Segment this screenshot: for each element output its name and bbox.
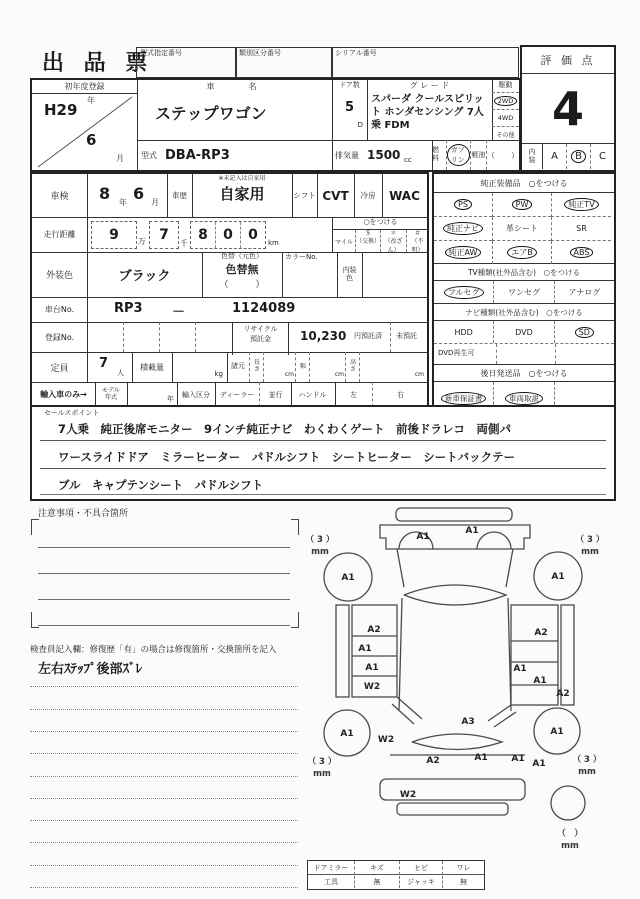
displacement-value: 1500 (367, 148, 401, 162)
field-serial-no (331, 47, 519, 78)
dotted-line (30, 798, 298, 799)
digit-hundreds (190, 221, 266, 249)
dotted-line (30, 820, 298, 821)
digit-h3: 0 (240, 222, 265, 248)
dotted-line (30, 887, 298, 888)
damage-mark: A1 (416, 532, 430, 542)
field-first-registration (32, 80, 138, 170)
month-unit: 月 (116, 154, 124, 163)
color-no (282, 252, 338, 297)
row-chassis (32, 297, 427, 323)
fuel-gasoline: ガソリン (447, 144, 470, 166)
windshield (404, 585, 506, 605)
model-code: DBA-RP3 (165, 148, 230, 163)
unit-man: 万 (138, 237, 146, 246)
flag-tampered: ＊ （改ざん） (380, 230, 406, 252)
navi-sd: SD (575, 327, 594, 338)
flag-exchange: ＄ （交換） (355, 230, 380, 252)
damage-mark: A1 (474, 753, 488, 763)
field-drive (492, 80, 519, 141)
drive-4wd: 4WD (497, 114, 514, 122)
doors-value: 5 (344, 99, 355, 115)
reg-sep (159, 322, 160, 352)
load-value: kg (172, 352, 228, 382)
ext-color-value: ブラック (87, 252, 203, 297)
history-note: ※未記入は自家用 (218, 175, 266, 182)
history-label: 車歴 (167, 174, 193, 217)
sales-line-2: ワースライドドア ミラーヒーター パドルシフト シートヒーター シートバックテー (58, 450, 516, 464)
damage-mark: W2 (377, 735, 395, 745)
field-fuel (432, 140, 519, 170)
row-mileage (32, 217, 427, 253)
mileage-flags (332, 217, 428, 252)
note-line (38, 547, 290, 548)
doors-sub: D (357, 121, 363, 129)
inspector-label: 検査員記入欄：修復歴「有」の場合は修復箇所・交換箇所を記入 (30, 645, 277, 655)
shaken-label: 車検 (32, 174, 88, 217)
history-text: 自家用 (219, 184, 265, 203)
dotted-line (30, 709, 298, 710)
int-color-label: 内装色 (337, 252, 363, 297)
dim-height-label: 高さ (345, 352, 360, 382)
cell-none-2: 無 (442, 876, 484, 888)
navi-hdd: HDD (454, 327, 473, 337)
equipment-panel (432, 172, 616, 409)
vehicle-name: ステップワゴン (155, 104, 267, 123)
tread-depth-fr: （ 3 ） (575, 535, 605, 545)
import-dealer: ディーラー (219, 390, 255, 399)
sales-points (30, 405, 616, 501)
digit-h1: 8 (198, 227, 208, 243)
accessory-table (307, 860, 485, 890)
detail-table (30, 172, 429, 409)
front-bumper (396, 508, 512, 521)
displacement-unit: cc (404, 156, 412, 164)
color-change (202, 252, 283, 297)
damage-mark: A1 (532, 759, 546, 769)
shaken-value (87, 174, 168, 217)
month-unit: 月 (151, 198, 159, 207)
shift-value: CVT (317, 174, 355, 217)
load-label: 積載量 (132, 352, 173, 382)
flag-mile: マイル (335, 238, 353, 246)
note-line (38, 573, 290, 574)
handle-right: 右 (372, 382, 428, 407)
digit-man: 9 (91, 221, 137, 249)
dotted-line (30, 686, 298, 687)
later-manual: 車両取説 (505, 392, 543, 405)
vehicle-table (30, 78, 521, 172)
color-change-paren: （ ） (219, 279, 265, 290)
empty-cell (555, 344, 614, 364)
damage-mark: A1 (341, 573, 355, 583)
cell-jack: ジャッキ (399, 876, 442, 888)
damage-mark: A2 (534, 628, 548, 638)
flags-header: ○をつける (333, 217, 428, 230)
color-change-label: 色替（元色） (221, 252, 263, 260)
rule (40, 494, 606, 495)
field-label: 型式 (141, 151, 157, 160)
field-vehicle-name (137, 80, 333, 141)
navi-dvd: DVD (515, 327, 533, 337)
equip-airbag: エアB (507, 246, 537, 259)
row-shaken (32, 174, 427, 218)
tv-analog: アナログ (568, 287, 601, 297)
front-panel (380, 525, 530, 549)
damage-mark: A1 (533, 676, 547, 686)
digit-sen: 7 (149, 221, 179, 249)
score-label: 評 価 点 (522, 47, 614, 74)
equip-navi: 純正ナビ (443, 222, 483, 235)
dotted-line (30, 753, 298, 754)
capacity-label: 定員 (32, 352, 88, 382)
chassis-prefix: RP3 (114, 301, 143, 316)
field-model-code (137, 140, 333, 170)
tread-depth-rr: （ 3 ） (572, 755, 602, 765)
equip-sr: SR (576, 224, 587, 233)
dim-length-value: cm (263, 352, 296, 382)
recycle-amount: 10,230 (300, 329, 347, 343)
dotted-line (30, 776, 298, 777)
tread-unit: mm (581, 547, 599, 557)
interior-label: 内装 (528, 147, 536, 164)
score-value: 4 (551, 81, 584, 136)
first-reg-year: H29 (44, 101, 78, 119)
field-label: ドア数 (339, 81, 360, 90)
import-label: 輸入車のみ→ (32, 382, 96, 407)
field-label: 車 名 (206, 81, 263, 91)
rule (40, 440, 606, 441)
later-items-title: 後日発送品 ○をつける (434, 364, 614, 382)
damage-mark: A1 (465, 526, 479, 536)
damage-mark: A3 (461, 717, 475, 727)
cell-ware: ワレ (442, 861, 484, 875)
capacity-value: 7 人 (87, 352, 133, 382)
sales-label: セールスポイント (44, 409, 100, 417)
dim-width-label: 幅 (295, 352, 310, 382)
model-year-label: モデル年式 (95, 382, 128, 407)
color-change-value: 色替無 (225, 262, 259, 276)
damage-mark: A1 (551, 572, 565, 582)
equip-ps: PS (454, 199, 472, 210)
notes-label: 注意事項・不具合箇所 (38, 509, 129, 519)
cell-none-1: 無 (354, 876, 399, 888)
interior-grade-c: C (599, 151, 606, 162)
tv-fullseg: フルセグ (444, 286, 484, 299)
chassis-dash: － (172, 305, 186, 320)
row-registration (32, 322, 427, 353)
int-color-value (362, 252, 427, 297)
recycle-label: リサイクル 預託金 (232, 322, 289, 355)
bracket-tr (291, 519, 299, 535)
field-label: 初年度登録 (32, 80, 137, 94)
dotted-line (30, 842, 298, 843)
field-label: 駆動 (492, 80, 519, 93)
shaken-month: 6 (133, 184, 145, 203)
empty-cell (496, 344, 555, 364)
damage-mark: A1 (365, 663, 379, 673)
chassis-serial: 1124089 (232, 301, 296, 316)
rule (40, 468, 606, 469)
field-displacement (332, 140, 433, 170)
car-damage-diagram (300, 505, 640, 858)
damage-mark: A1 (513, 664, 527, 674)
reg-no-label: 登録No. (32, 322, 88, 352)
flag-unknown: ＃ （不明） (406, 230, 428, 252)
field-doors (332, 80, 368, 141)
spare-tire (551, 786, 585, 820)
note-line (38, 625, 290, 626)
chassis-label: 車台No. (32, 297, 88, 322)
tread-depth-rl: （ 3 ） (307, 757, 337, 767)
dvd-playable: DVD再生可 (438, 349, 475, 357)
field-classification-no (235, 47, 333, 78)
recycle-unpaid: 未預託 (396, 332, 417, 340)
field-label: シリアル番号 (335, 49, 377, 57)
equip-tv: 純正TV (564, 198, 598, 211)
drive-other: その他 (496, 132, 515, 139)
bracket-br (291, 612, 299, 628)
navi-type-title: ナビ種類(社外品含む) ○をつける (434, 303, 614, 321)
field-label: グ レ ー ド (409, 81, 450, 91)
tread-depth-fl: （ 3 ） (305, 535, 335, 545)
import-class-label: 輸入区分 (177, 382, 216, 407)
tv-oneseg: ワンセグ (507, 287, 540, 297)
tread-unit: mm (313, 769, 331, 779)
model-year-value: 年 (127, 382, 178, 407)
damage-mark: W2 (399, 790, 417, 800)
damage-mark: W2 (363, 682, 381, 692)
dotted-line (30, 865, 298, 866)
equip-leather: 革シート (506, 224, 538, 233)
dim-height-value: cm (359, 352, 428, 382)
damage-mark: A2 (426, 756, 440, 766)
row-import (32, 382, 427, 407)
equip-aw: 純正AW (445, 246, 482, 259)
field-label: 排気量 (335, 151, 359, 160)
dim-width-value: cm (309, 352, 346, 382)
history-value (192, 174, 293, 217)
field-grade (367, 80, 493, 141)
fuel-paren: （ ） (487, 150, 519, 160)
shift-label: シフト (292, 174, 318, 217)
recycle-sep (390, 322, 391, 352)
bracket-tl (31, 519, 39, 535)
tread-unit: mm (561, 841, 579, 851)
damage-mark: A1 (550, 727, 564, 737)
tread-unit: mm (578, 767, 596, 777)
damage-mark: A1 (511, 754, 525, 764)
ext-color-label: 外装色 (32, 252, 88, 297)
cell-door-mirror: ドアミラー (308, 861, 354, 875)
year-unit: 年 (119, 198, 127, 207)
equip-pw: PW (512, 199, 533, 210)
rear-window (412, 734, 502, 750)
score-panel (520, 45, 616, 172)
sales-line-3: ブル キャプテンシート パドルシフト (58, 478, 264, 492)
dims-label: 諸元 (231, 362, 245, 371)
handle-left: 左 (350, 390, 357, 399)
later-warranty: 新車保証書 (441, 392, 487, 405)
cell-hibi: ヒビ (399, 861, 442, 875)
handle-label: ハンドル (290, 382, 336, 407)
reg-sep (123, 322, 124, 352)
page-title: 出 品 票 (42, 51, 154, 76)
shaken-year: 8 (99, 184, 111, 203)
year-unit: 年 (87, 96, 95, 105)
mileage-digits (87, 217, 332, 252)
cell-tools: 工具 (324, 878, 338, 886)
ac-value: WAC (389, 188, 420, 203)
field-model-designation-no (136, 47, 237, 78)
dim-length-label: 長さ (249, 352, 264, 382)
digit-h2: 0 (215, 222, 240, 248)
field-label: 燃料 (432, 146, 439, 162)
inspector-note: 左右ｽﾃｯﾌﾟ後部ｽﾞﾚ (38, 662, 143, 677)
row-color (32, 252, 427, 298)
cell-kizu: キズ (354, 861, 399, 875)
tv-type-title: TV種類(社外品含む) ○をつける (434, 263, 614, 281)
tread-unit: mm (311, 547, 329, 557)
grade-value: スパーダ クールスピリット ホンダセンシング 7人乗 FDM (371, 94, 484, 131)
interior-grade-a: A (551, 151, 558, 162)
reg-sep (195, 322, 196, 352)
field-label: 類別区分番号 (239, 49, 281, 57)
row-capacity (32, 352, 427, 383)
damage-mark: A1 (358, 644, 372, 654)
tread-depth-spare: （ ） (557, 829, 583, 839)
damage-mark: A2 (367, 625, 381, 635)
import-parallel: 並行 (259, 382, 292, 407)
equip-abs: ABS (570, 247, 594, 258)
damage-mark: A2 (556, 689, 570, 699)
unit-sen: 千 (180, 239, 188, 248)
equipment-title: 純正装備品 ○をつける (434, 174, 614, 193)
color-no-label: カラーNo. (285, 253, 318, 261)
unit-km: km (268, 239, 279, 247)
recycle-paid: 円預託済 (354, 332, 382, 340)
fuel-diesel: 軽油 (471, 151, 486, 159)
field-label: 型式指定番号 (140, 49, 182, 57)
interior-grade-b: B (571, 150, 586, 163)
ac-label: 冷房 (354, 174, 383, 217)
first-reg-month: 6 (86, 131, 97, 149)
note-line (38, 599, 290, 600)
drive-2wd: 2WD (494, 96, 518, 106)
dotted-line (30, 731, 298, 732)
damage-mark: A1 (340, 729, 354, 739)
sales-line-1: 7人乗 純正後席モニター 9インチ純正ナビ わくわくゲート 前後ドラレコ 両側パ (58, 422, 511, 436)
mileage-label: 走行距離 (32, 217, 88, 252)
